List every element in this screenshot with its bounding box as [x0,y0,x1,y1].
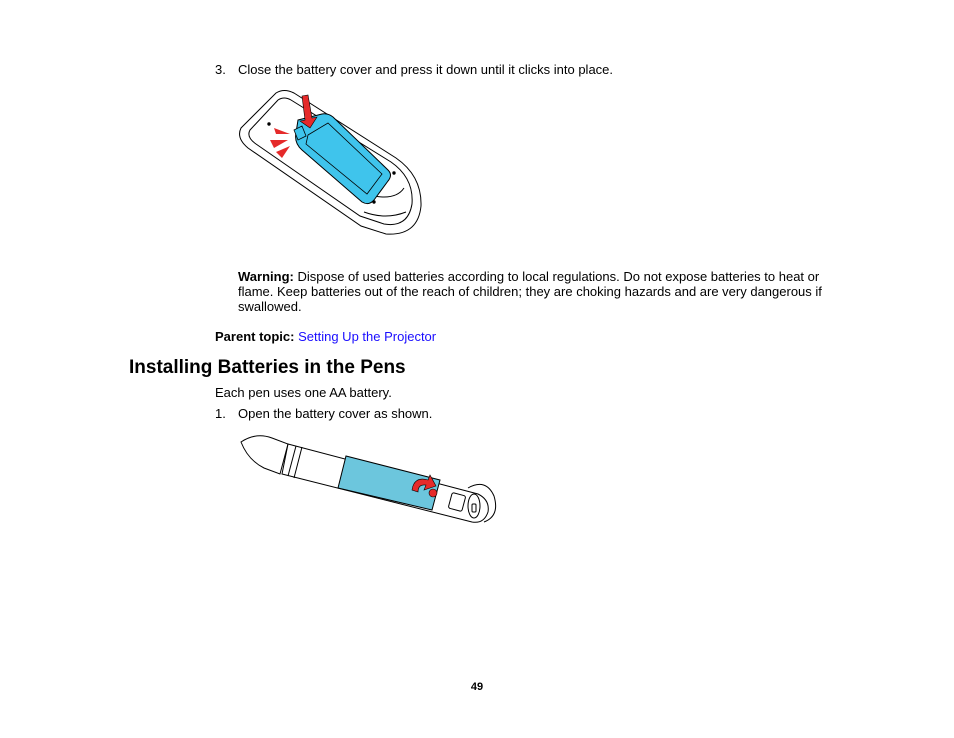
step-1 [215,406,815,422]
step-number: 1. [215,406,226,421]
section-heading: Installing Batteries in the Pens [129,357,406,378]
step-3 [215,62,815,78]
parent-topic [215,329,436,344]
remote-battery-cover-illustration [236,88,426,238]
step-text: Open the battery cover as shown. [238,406,433,421]
warning-text: Dispose of used batteries according to local regulations. Do not expose batteries to heat or flame. Keep batteries out of the reach of children; they are choking hazards and are very dangerous if swallowed. [238,269,822,314]
step-text: Close the battery cover and press it down until it clicks into place. [238,62,614,77]
pen-battery-cover-illustration [238,430,500,530]
parent-topic-link[interactable]: Setting Up the Projector [298,329,437,344]
section-intro: Each pen uses one AA battery. [215,385,392,400]
parent-topic-label: Parent topic: [215,329,295,344]
warning-label: Warning: [238,269,294,284]
warning-note [238,269,823,314]
page-number: 49 [470,681,484,693]
step-number: 3. [215,62,226,77]
